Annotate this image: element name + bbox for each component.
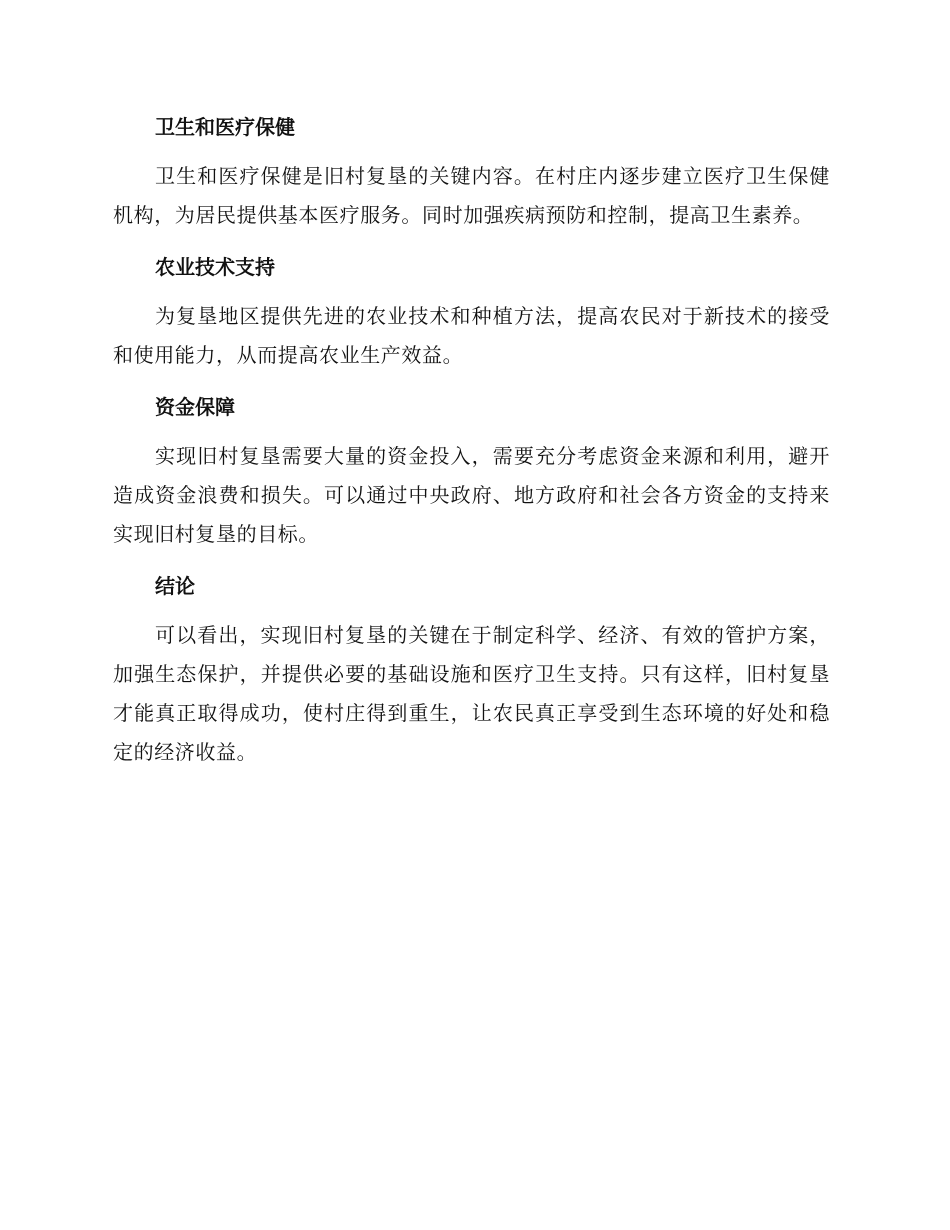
section-funding [113,389,830,554]
section-heading: 农业技术支持 [155,255,275,279]
section-paragraph: 实现旧村复垦需要大量的资金投入，需要充分考虑资金来源和利用，避开造成资金浪费和损失。可以通过中央政府、地方政府和社会各方资金的支持来实现旧村复垦的目标。 [113,444,830,546]
section-conclusion [113,568,830,772]
section-paragraph: 卫生和医疗保健是旧村复垦的关键内容。在村庄内逐步建立医疗卫生保健机构，为居民提供基本医疗服务。同时加强疾病预防和控制，提高卫生素养。 [113,164,830,227]
section-heading: 结论 [155,574,195,598]
section-paragraph: 可以看出，实现旧村复垦的关键在于制定科学、经济、有效的管护方案，加强生态保护，并提供必要的基础设施和医疗卫生支持。只有这样，旧村复垦才能真正取得成功，使村庄得到重生，让农民真正享受到生态环境的好处和稳定的经济收益。 [113,623,830,764]
section-healthcare [113,109,830,235]
section-heading: 资金保障 [155,395,235,419]
section-agri-tech [113,249,830,375]
section-heading: 卫生和医疗保健 [155,115,295,139]
section-paragraph: 为复垦地区提供先进的农业技术和种植方法，提高农民对于新技术的接受和使用能力，从而提高农业生产效益。 [113,304,830,367]
